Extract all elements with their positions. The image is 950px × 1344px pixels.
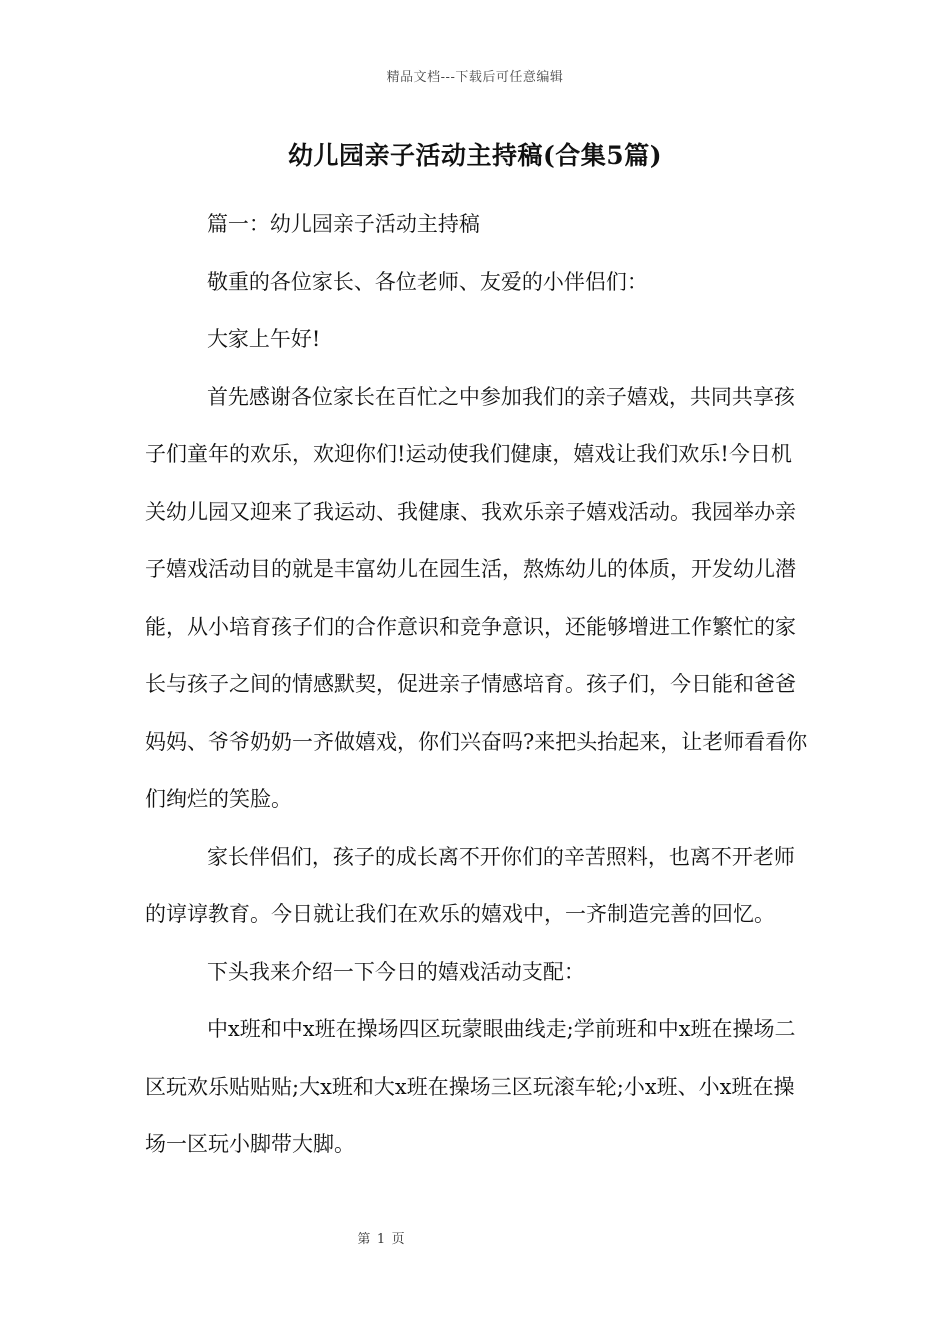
section-heading: 篇一：幼儿园亲子活动主持稿 (206, 212, 480, 236)
page-header: 精品文档---下载后可任意编辑 (386, 70, 564, 85)
document-body (145, 196, 810, 1174)
paragraph-arrangement: 中x班和中x班在操场四区玩蒙眼曲线走;学前班和中x班在操场二区玩欢乐贴贴贴;大x班和大x班在操场三区玩滚车轮;小x班、小x班在操场一区玩小脚带大脚。 (145, 1017, 796, 1156)
document-title: 幼儿园亲子活动主持稿(合集5篇) (287, 141, 663, 170)
paragraph-greeting: 大家上午好! (206, 327, 321, 351)
paragraph-parents: 家长伴侣们，孩子的成长离不开你们的辛苦照料，也离不开老师的谆谆教育。今日就让我们在欢乐的嬉戏中，一齐制造完善的回忆。 (145, 844, 795, 926)
footer-suffix: 页 (391, 1232, 405, 1247)
page-footer (0, 1228, 762, 1247)
page-number: 1 (376, 1232, 386, 1247)
paragraph-salutation: 敬重的各位家长、各位老师、友爱的小伴侣们： (206, 269, 648, 294)
footer-prefix: 第 (357, 1232, 371, 1247)
paragraph-welcome: 首先感谢各位家长在百忙之中参加我们的亲子嬉戏，共同共享孩子们童年的欢乐，欢迎你们!运动使我们健康，嬉戏让我们欢乐!今日机关幼儿园又迎来了我运动、我健康、我欢乐亲子嬉戏活动。我园举办亲子嬉戏活动目的就是丰富幼儿在园生活，熬炼幼儿的体质，开发幼儿潜能，从小培育孩子们的合作意识和竞争意识，还能够增进工作繁忙的家长与孩子之间的情感默契，促进亲子情感培育。孩子们，今日能和爸爸妈妈、爷爷奶奶一齐做嬉戏，你们兴奋吗?来把头抬起来，让老师看看你们绚烂的笑脸。 (145, 384, 808, 811)
paragraph-intro: 下头我来介绍一下今日的嬉戏活动支配： (206, 959, 585, 984)
